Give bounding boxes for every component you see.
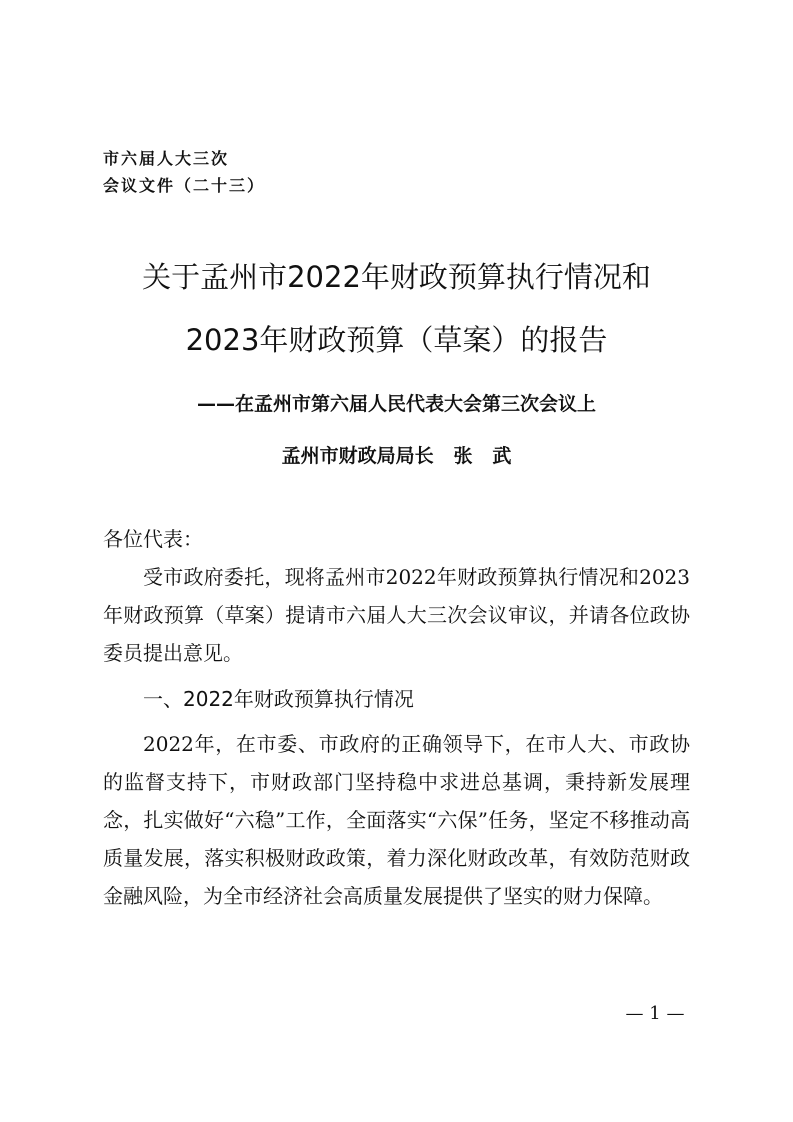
intro-paragraph: 受市政府委托，现将孟州市2022年财政预算执行情况和2023年财政预算（草案）提请市六届人大三次会议审议，并请各位政协委员提出意见。 bbox=[103, 565, 690, 665]
section-heading: 一、2022年财政预算执行情况 bbox=[143, 687, 414, 711]
greeting: 各位代表： bbox=[103, 527, 203, 551]
report-author: 孟州市财政局局长 张 武 bbox=[281, 445, 512, 467]
report-title-line1: 关于孟州市2022年财政预算执行情况和 bbox=[142, 260, 651, 294]
meeting-label-line1: 市六届人大三次 bbox=[103, 149, 230, 168]
report-subtitle: ——在孟州市第六届人民代表大会第三次会议上 bbox=[196, 393, 596, 415]
section-paragraph: 2022年，在市委、市政府的正确领导下，在市人大、市政协的监督支持下，市财政部门坚持稳中求进总基调，秉持新发展理念，扎实做好“六稳”工作，全面落实“六保”任务，坚定不移推动高质量发展，落实积极财政政策，着力深化财政改革，有效防范财政金融风险，为全市经济社会高质量发展提供了坚实的财力保障。 bbox=[103, 732, 690, 908]
page-number: — 1 — bbox=[625, 1003, 685, 1024]
meeting-label-line2: 会议文件（二十三） bbox=[103, 176, 266, 195]
report-title-line2: 2023年财政预算（草案）的报告 bbox=[185, 323, 608, 357]
